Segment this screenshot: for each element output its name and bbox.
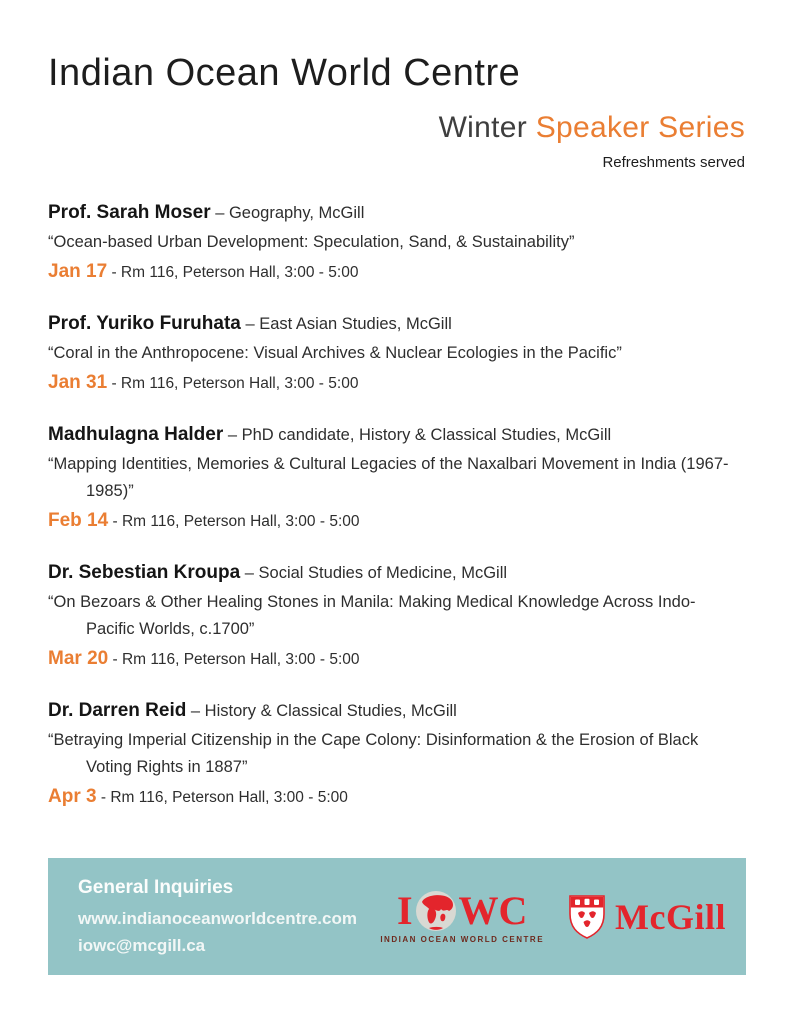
mcgill-shield-icon <box>568 894 606 940</box>
refreshments-note: Refreshments served <box>602 154 745 171</box>
event-when-where-line <box>48 786 745 808</box>
mcgill-wordmark: McGill <box>615 896 726 937</box>
footer-contact-block <box>48 877 380 956</box>
event-item <box>48 562 745 670</box>
iowc-wordmark <box>380 887 544 933</box>
speaker-affiliation: – East Asian Studies, McGill <box>245 315 452 333</box>
event-date: Jan 31 <box>48 372 108 393</box>
speaker-name: Madhulagna Halder <box>48 424 224 445</box>
page-title: Indian Ocean World Centre <box>48 52 521 94</box>
event-header-line <box>48 562 745 584</box>
talk-title: “Ocean-based Urban Development: Speculation, Sand, & Sustainability” <box>48 233 575 251</box>
email-link[interactable]: iowc@mcgill.ca <box>78 936 206 955</box>
globe-icon <box>415 890 457 932</box>
talk-title: “Betraying Imperial Citizenship in the Cape Colony: Disinformation & the Erosion of Black Voting Rights in 1887” <box>48 731 699 776</box>
footer-banner <box>48 858 746 975</box>
talk-title: “Coral in the Anthropocene: Visual Archives & Nuclear Ecologies in the Pacific” <box>48 344 622 362</box>
event-when-where-line <box>48 261 745 283</box>
speaker-affiliation: – PhD candidate, History & Classical Studies, McGill <box>227 426 612 444</box>
event-header-line <box>48 313 745 335</box>
website-link[interactable]: www.indianoceanworldcentre.com <box>78 909 357 928</box>
event-location: - Rm 116, Peterson Hall, 3:00 - 5:00 <box>112 651 360 668</box>
talk-title: “On Bezoars & Other Healing Stones in Manila: Making Medical Knowledge Across Indo-Pacific Worlds, c.1700” <box>48 593 696 638</box>
speaker-affiliation: – Social Studies of Medicine, McGill <box>244 564 508 582</box>
event-when-where-line <box>48 372 745 394</box>
event-location: - Rm 116, Peterson Hall, 3:00 - 5:00 <box>111 264 359 281</box>
talk-title: “Mapping Identities, Memories & Cultural Legacies of the Naxalbari Movement in India (1967-1985)” <box>48 455 729 500</box>
iowc-letter-i: I <box>396 887 413 933</box>
mcgill-logo <box>568 894 726 940</box>
event-date: Mar 20 <box>48 648 109 669</box>
event-location: - Rm 116, Peterson Hall, 3:00 - 5:00 <box>112 513 360 530</box>
event-location: - Rm 116, Peterson Hall, 3:00 - 5:00 <box>100 789 348 806</box>
event-item <box>48 313 745 394</box>
subtitle-winter: Winter <box>438 111 536 144</box>
event-when-where-line <box>48 510 745 532</box>
footer-logos <box>380 887 746 944</box>
event-header-line <box>48 700 745 722</box>
event-date: Apr 3 <box>48 786 97 807</box>
event-location: - Rm 116, Peterson Hall, 3:00 - 5:00 <box>111 375 359 392</box>
event-when-where-line <box>48 648 745 670</box>
event-item <box>48 700 745 808</box>
speaker-affiliation: – Geography, McGill <box>215 204 365 222</box>
subtitle-speaker-series: Speaker Series <box>535 111 745 144</box>
speaker-name: Dr. Darren Reid <box>48 700 187 721</box>
iowc-caption: INDIAN OCEAN WORLD CENTRE <box>380 934 545 944</box>
event-item <box>48 424 745 532</box>
event-date: Jan 17 <box>48 261 108 282</box>
event-date: Feb 14 <box>48 510 109 531</box>
event-header-line <box>48 202 745 224</box>
event-header-line <box>48 424 745 446</box>
speaker-affiliation: – History & Classical Studies, McGill <box>190 702 457 720</box>
series-subtitle <box>48 111 745 145</box>
event-item <box>48 202 745 283</box>
events-list <box>48 202 745 808</box>
speaker-name: Prof. Sarah Moser <box>48 202 211 223</box>
speaker-name: Dr. Sebestian Kroupa <box>48 562 241 583</box>
iowc-logo <box>380 887 545 944</box>
iowc-letters-wc: WC <box>458 887 528 933</box>
speaker-name: Prof. Yuriko Furuhata <box>48 313 241 334</box>
general-inquiries-heading: General Inquiries <box>78 877 234 898</box>
